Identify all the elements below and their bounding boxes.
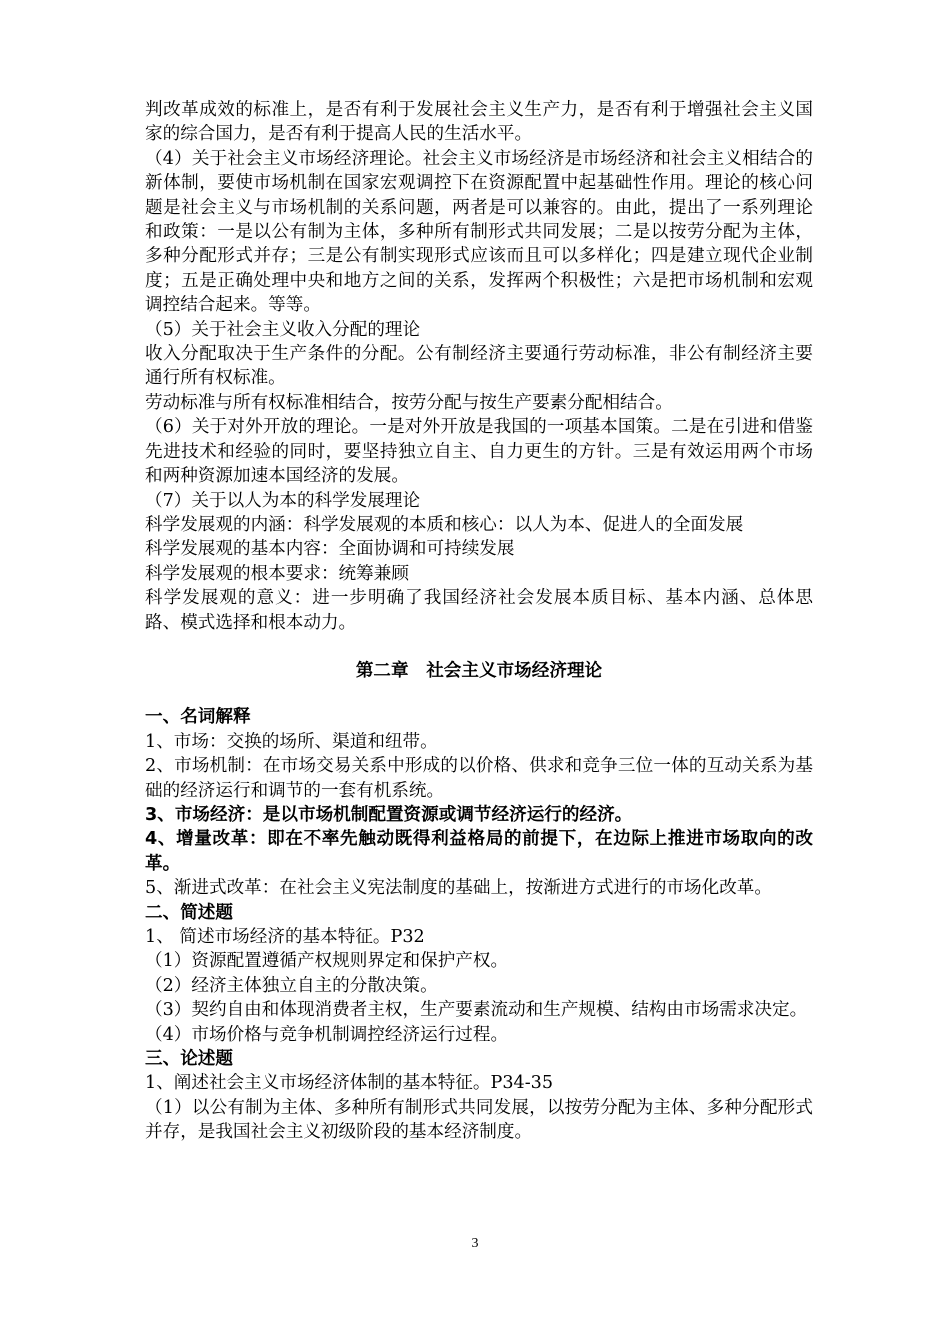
term-item: 1、市场：交换的场所、渠道和纽带。 [145,731,438,752]
paragraph: 收入分配取决于生产条件的分配。公有制经济主要通行劳动标准，非公有制经济主要通行所有权标准。 [145,344,813,389]
question-item: 1、 简述市场经济的基本特征。P32 [145,927,425,947]
paragraph: （6）关于对外开放的理论。一是对外开放是我国的一项基本国策。二是在引进和借鉴先进技术和经验的同时，要坚持独立自主、自力更生的方针。三是有效运用两个市场和两种资源加速本国经济的发展。 [145,417,813,487]
term-item: 2、市场机制：在市场交易关系中形成的以价格、供求和竞争三位一体的互动关系为基础的经济运行和调节的一套有机系统。 [145,756,813,801]
section-heading-short-answer: 二、简述题 [145,902,233,923]
section-heading-definitions: 一、名词解释 [145,707,251,728]
term-item: 5、渐进式改革：在社会主义宪法制度的基础上，按渐进方式进行的市场化改革。 [145,878,772,899]
answer-item: （2）经济主体独立自主的分散决策。 [145,975,438,996]
answer-item: （4）市场价格与竞争机制调控经济运行过程。 [145,1024,509,1045]
answer-item: （1）以公有制为主体、多种所有制形式共同发展，以按劳分配为主体、多种分配形式并存，是我国社会主义初级阶段的基本经济制度。 [145,1097,813,1143]
answer-item: （3）契约自由和体现消费者主权，生产要素流动和生产规模、结构由市场需求决定。 [145,1000,808,1021]
term-item-bold: 4、增量改革：即在不率先触动既得利益格局的前提下，在边际上推进市场取向的改革。 [145,829,813,874]
paragraph: 科学发展观的意义：进一步明确了我国经济社会发展本质目标、基本内涵、总体思路、模式选择和根本动力。 [145,588,813,633]
paragraph: （5）关于社会主义收入分配的理论 [145,319,421,340]
paragraph: 判改革成效的标准上，是否有利于发展社会主义生产力，是否有利于增强社会主义国家的综合国力，是否有利于提高人民的生活水平。 [145,100,813,145]
paragraph: 科学发展观的基本内容：全面协调和可持续发展 [145,539,515,560]
answer-item: （1）资源配置遵循产权规则界定和保护产权。 [145,951,509,972]
paragraph: （7）关于以人为本的科学发展理论 [145,490,421,511]
page-content [145,98,813,1145]
paragraph: 科学发展观的内涵：科学发展观的本质和核心：以人为本、促进人的全面发展 [145,514,744,535]
term-item-bold: 3、市场经济：是以市场机制配置资源或调节经济运行的经济。 [145,804,633,825]
chapter-title: 第二章 社会主义市场经济理论 [355,660,603,681]
paragraph: （4）关于社会主义市场经济理论。社会主义市场经济是市场经济和社会主义相结合的新体制，要使市场机制在国家宏观调控下在资源配置中起基础性作用。理论的核心问题是社会主义与市场机制的关系问题，两者是可以兼容的。由此，提出了一系列理论和政策：一是以公有制为主体，多种所有制形式共同发展；二是以按劳分配为主体，多种分配形式并存；三是公有制实现形式应该而且可以多样化；四是建立现代企业制度；五是正确处理中央和地方之间的关系，发挥两个积极性；六是把市场机制和宏观调控结合起来。等等。 [145,148,813,316]
question-item: 1、阐述社会主义市场经济体制的基本特征。P34-35 [145,1073,554,1094]
paragraph: 劳动标准与所有权标准相结合，按劳分配与按生产要素分配相结合。 [145,392,673,413]
paragraph: 科学发展观的根本要求：统筹兼顾 [145,563,409,584]
section-heading-essay: 三、论述题 [145,1049,233,1070]
page-number: 3 [471,1236,479,1251]
